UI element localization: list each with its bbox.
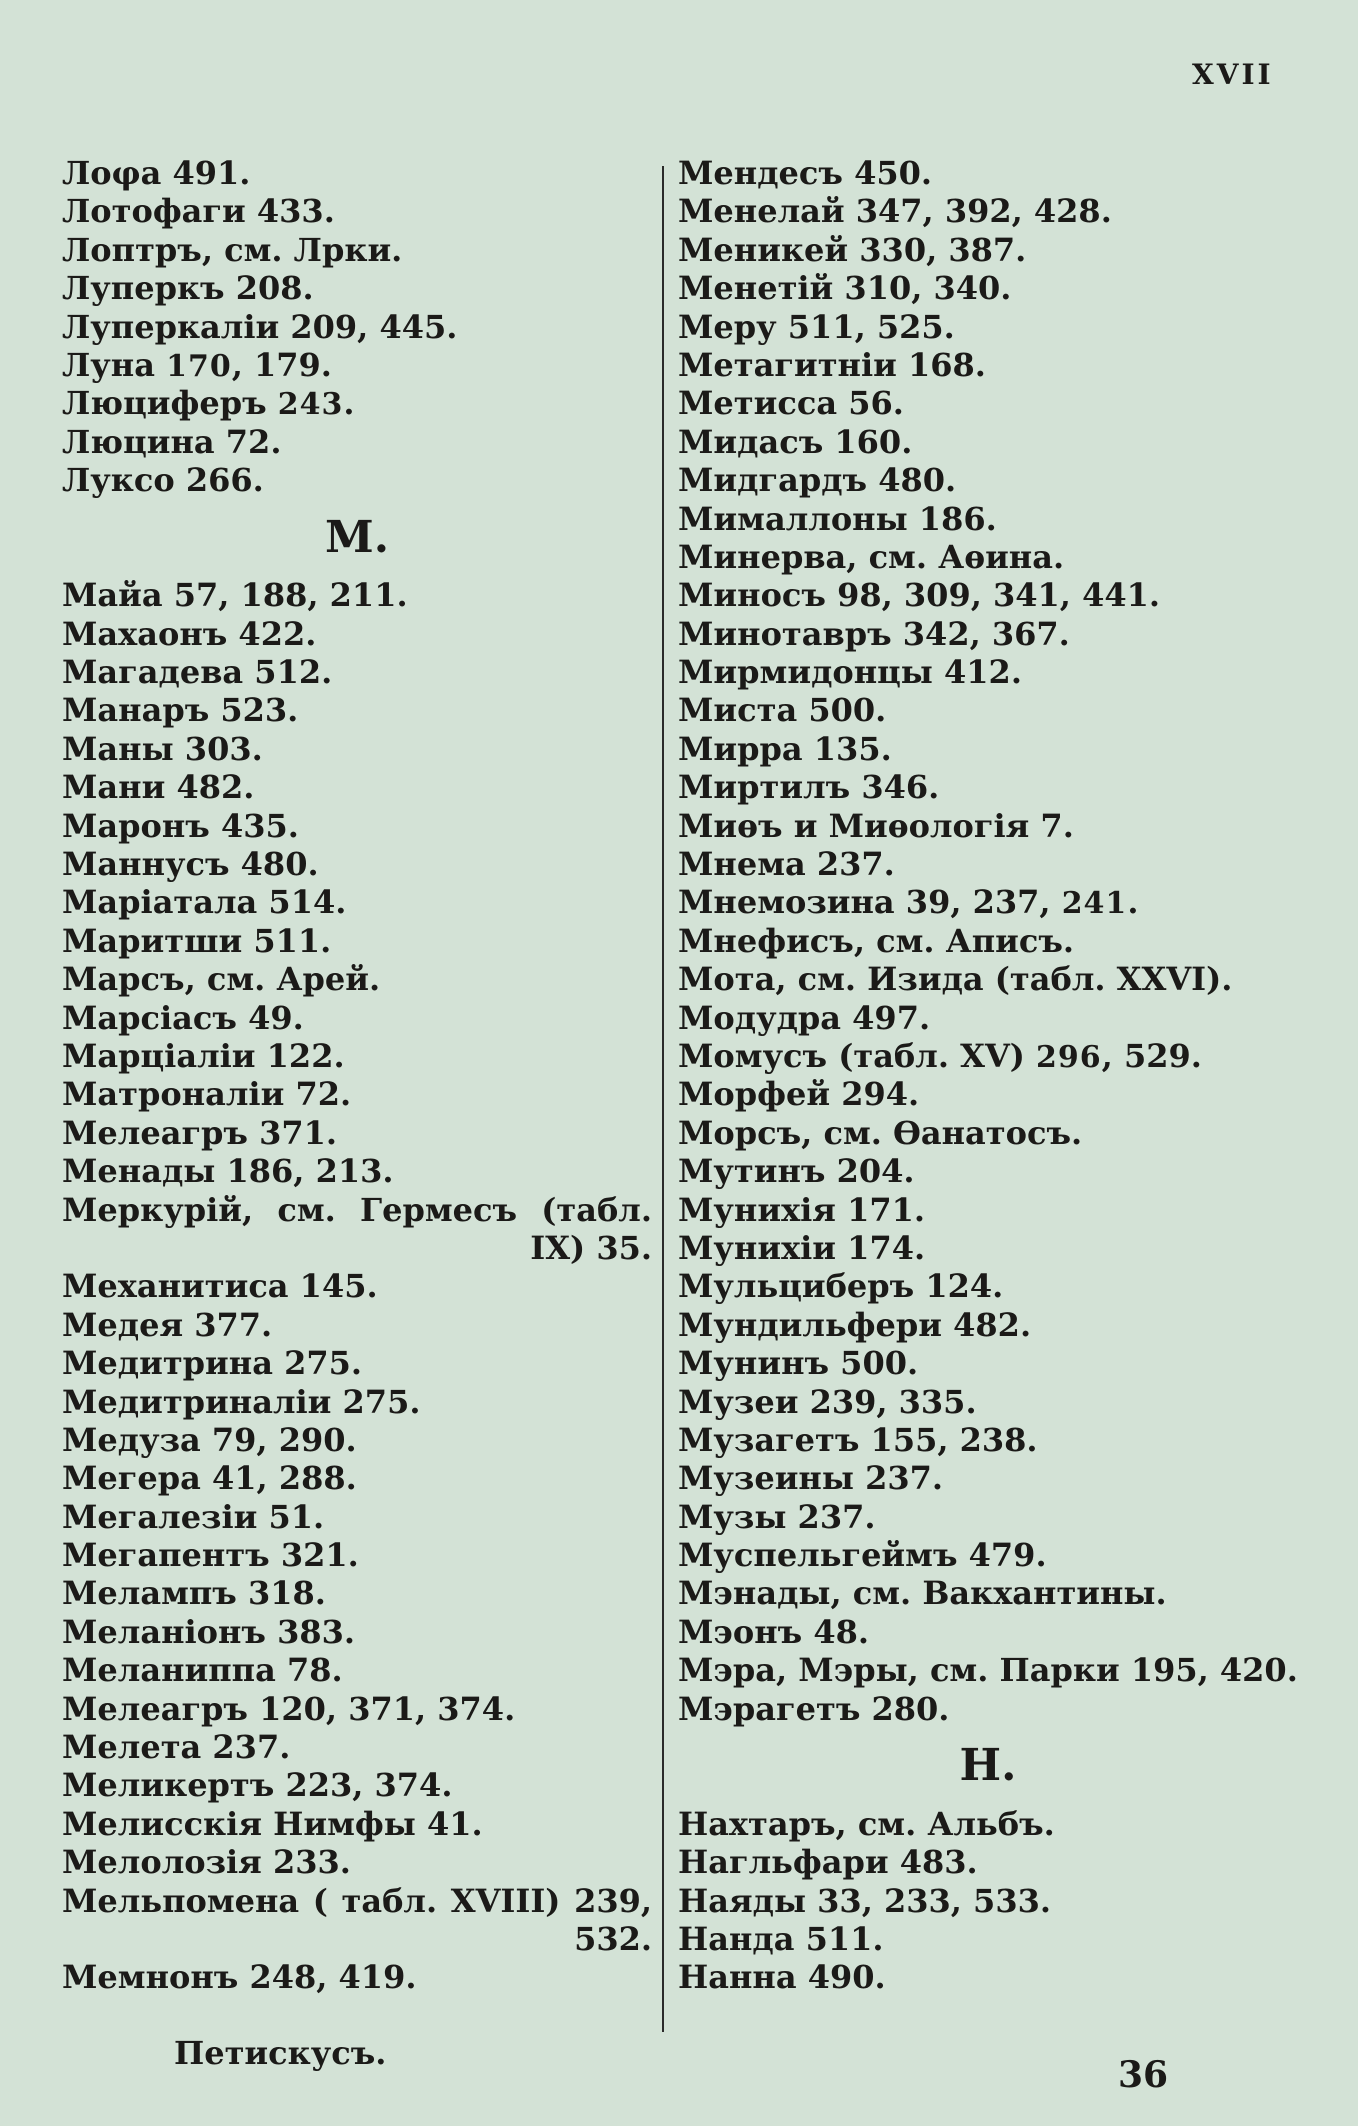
index-entry-tail: , 529. [1101,1036,1202,1075]
index-entry-text: Марціаліи 122. [62,1037,345,1075]
index-entry-text: Метисса 56. [678,384,904,423]
index-entry-text: Мендесъ 450. [678,154,932,192]
index-entry-text: Миста 500. [678,691,887,730]
index-entry [678,653,1298,691]
index-entry [62,346,652,384]
main-reference-page: 243 [277,387,344,423]
index-entry [62,768,652,806]
index-entry-text: Миѳъ и Миѳологія 7. [678,806,1074,845]
index-entry-text: Нанна 490. [678,1958,886,1997]
index-entry-text: Мундильфери 482. [678,1305,1032,1344]
index-entry-text: Морсъ, см. Ѳанатосъ. [678,1113,1083,1152]
index-entry-text: Марсіасъ 49. [62,998,304,1037]
index-entry [62,1498,652,1536]
index-entry [62,154,652,192]
index-entry-text: Миртилъ 346. [678,768,940,807]
index-entry [62,807,652,845]
index-entry [678,807,1298,845]
index-entry [678,1114,1298,1152]
index-entry-text: Мелета 237. [62,1728,291,1767]
index-entry [678,1459,1298,1497]
index-entry [678,1536,1298,1574]
index-entry-tail: . [343,384,355,423]
index-entry [678,1613,1298,1651]
index-entry [678,768,1298,806]
index-entry [678,615,1298,653]
index-entry [678,1037,1298,1075]
index-entry-text: Меланіонъ 383. [62,1612,356,1651]
index-entry-text: Нахтаръ, см. Альбъ. [678,1804,1055,1843]
index-entry-text: Мирра 135. [678,729,892,768]
index-entry-text: Мэра, Мэры, см. Парки 195, 420. [678,1651,1298,1690]
index-entry [62,423,652,461]
index-entry-text: Меланиппа 78. [62,1651,343,1690]
index-entry-text: Миносъ 98, 309, 341, 441. [678,576,1160,615]
index-entry-text: Музагетъ 155, 238. [678,1420,1038,1459]
index-entry-text: Лоптръ, см. Лрки. [62,230,403,269]
index-entry-text: Маронъ 435. [62,806,299,845]
index-entry [678,461,1298,499]
index-entry [678,845,1298,883]
index-entry [678,1920,1298,1958]
main-reference-page: 170 [166,348,232,384]
index-entry [62,231,652,269]
index-entry-text: Мунихія 171. [678,1190,926,1229]
index-entry [678,883,1298,921]
index-entry-text: Муспельгеймъ 479. [678,1536,1047,1575]
index-entry-text: Нагльфари 483. [678,1843,978,1882]
index-entry-text: Мидгардъ 480. [678,461,957,500]
index-entry-text: Метагитніи 168. [678,345,986,384]
index-entry-text: Мелолозія 233. [62,1843,351,1882]
index-entry [62,1536,652,1574]
index-entry-text: Люцина 72. [62,422,282,461]
index-entry [62,960,652,998]
index-entry-text: Медитриналіи 275. [62,1382,421,1421]
index-entry-text: Менады 186, 213. [62,1152,394,1191]
index-entry [678,1152,1298,1190]
index-entry [678,500,1298,538]
index-entry-text: Мунихіи 174. [678,1228,926,1267]
index-entry [678,1229,1298,1267]
index-entry [62,1075,652,1113]
index-entry [678,922,1298,960]
index-entry [678,1421,1298,1459]
index-entry [678,730,1298,768]
index-entry [678,1843,1298,1881]
footer-author: Петискусъ. [174,2034,387,2072]
index-entry-text: Мутинъ 204. [678,1152,915,1191]
index-entry-text: Мемнонъ 248, 419. [62,1958,417,1997]
index-entry-text: Мегалезіи 51. [62,1497,325,1536]
index-entry-text: Марсъ, см. Арей. [62,960,381,999]
index-entry-text: Маннусъ 480. [62,845,319,884]
index-entry [62,1728,652,1766]
index-entry-text: Маритши 511. [62,921,332,960]
index-entry-text: Мульциберъ 124. [678,1267,1004,1306]
index-entry-text: Музеины 237. [678,1459,943,1498]
index-entry-text: Мнефисъ, см. Аписъ. [678,921,1075,960]
index-entry [678,960,1298,998]
index-entry-text: Мунинъ 500. [678,1344,919,1383]
index-entry-tail: , 179. [231,345,332,384]
index-entry [62,1383,652,1421]
index-entry-text: Люциферъ [62,384,278,423]
index-entry-text: Музы 237. [678,1497,876,1536]
index-entry [678,384,1298,422]
main-reference-page: 296 [1036,1039,1102,1075]
index-entry [62,999,652,1037]
index-entry-text: Мидасъ 160. [678,422,913,461]
index-entry-text: Лоφа 491. [62,154,251,192]
index-entry [62,1114,652,1152]
index-entry [62,1152,652,1190]
index-entry-text: Луна [62,345,167,384]
index-entry [62,1690,652,1728]
index-entry-text: Минерва, см. Аѳина. [678,537,1065,576]
index-entry [62,691,652,729]
index-entry [62,1574,652,1612]
index-entry [678,1344,1298,1382]
index-entry [678,538,1298,576]
index-entry [678,269,1298,307]
main-reference-page: 241 [1061,886,1128,922]
index-entry-text: Модудра 497. [678,998,931,1037]
index-entry-continuation: IX) 35. [530,1228,652,1267]
index-entry [62,615,652,653]
index-entry-text: Махаонъ 422. [62,614,317,653]
index-entry [62,1805,652,1843]
index-entry [678,999,1298,1037]
index-entry-text: Момусъ (табл. XV) [678,1036,1037,1075]
index-entry [62,845,652,883]
index-entry [62,1037,652,1075]
index-entry-text: Минотавръ 342, 367. [678,614,1070,653]
index-entry-text: Музеи 239, 335. [678,1382,977,1421]
index-entry-text: Нанда 511. [678,1919,884,1958]
index-entry [678,346,1298,384]
index-entry-text: Мелампъ 318. [62,1574,326,1613]
column-divider [662,166,664,2032]
index-entry [678,1383,1298,1421]
index-entry-text: Манаръ 523. [62,691,299,730]
letter-heading: М. [324,511,390,563]
index-entry [62,1882,652,1959]
index-entry-tail: . [1127,883,1139,922]
index-entry-text: Наяды 33, 233, 533. [678,1881,1051,1920]
index-entry-text: Луперкаліи 209, 445. [62,307,458,346]
index-entry-text: Механитиса 145. [62,1267,378,1306]
index-entry-text: Маны 303. [62,729,263,768]
index-entry-text: Мималлоны 186. [678,499,997,538]
index-entry [62,269,652,307]
index-entry-text: Меникей 330, 387. [678,230,1027,269]
index-entry-text: Мельпомена ( табл. XVIII) 239, [62,1881,652,1920]
index-entry [62,192,652,230]
index-column-right [678,154,1298,1997]
index-entry-text: Мелисскія Нимфы 41. [62,1804,483,1843]
index-entry [62,1766,652,1804]
index-entry-text: Лотофаги 433. [62,192,335,231]
index-column-left [62,154,652,1997]
index-entry-text: Меру 511, 525. [678,307,955,346]
index-entry-text: Медуза 79, 290. [62,1420,357,1459]
index-entry [678,192,1298,230]
index-entry [62,730,652,768]
index-entry-text: Меркурій, см. Гермесъ (табл. [62,1190,652,1229]
index-entry [678,691,1298,729]
index-entry-text: Матроналіи 72. [62,1075,352,1114]
index-entry-text: Мегера 41, 288. [62,1459,357,1498]
index-entry [62,1267,652,1305]
signature-number: 36 [1118,2054,1169,2096]
index-entry [678,308,1298,346]
index-entry-text: Маріатала 514. [62,883,347,922]
index-entry-text: Мнема 237. [678,845,895,884]
index-entry-text: Мэнады, см. Вакхантины. [678,1574,1167,1613]
index-entry [678,231,1298,269]
index-entry-text: Мани 482. [62,768,255,807]
index-entry [62,1306,652,1344]
letter-heading: Н. [959,1740,1017,1792]
index-entry-text: Луксо 266. [62,461,264,500]
page-roman-number: XVII [1192,58,1274,91]
index-entry [678,423,1298,461]
index-entry [678,1805,1298,1843]
index-entry [678,1075,1298,1113]
index-entry-text: Менелай 347, 392, 428. [678,192,1112,231]
index-entry [678,1191,1298,1229]
index-entry-text: Мелеагръ 120, 371, 374. [62,1689,516,1728]
index-entry [678,1690,1298,1728]
index-entry [678,1958,1298,1996]
index-entry-text: Магадева 512. [62,653,333,692]
index-entry-text: Мнемозина 39, 237, [678,883,1062,922]
index-entry [62,883,652,921]
index-entry [678,1498,1298,1536]
index-entry-text: Медитрина 275. [62,1344,363,1383]
index-entry-text: Мелеагръ 371. [62,1113,338,1152]
index-entry-text: Мегапентъ 321. [62,1536,359,1575]
index-entry [62,1344,652,1382]
index-entry [62,461,652,499]
index-entry-continuation: 532. [574,1920,652,1958]
index-entry-text: Мэрагетъ 280. [678,1689,950,1728]
index-entry [62,1613,652,1651]
index-entry [62,1958,652,1996]
index-entry [62,1421,652,1459]
index-entry [62,922,652,960]
index-entry [62,1191,652,1268]
index-entry [678,1574,1298,1612]
index-entry [678,1267,1298,1305]
index-entry-text: Морфей 294. [678,1075,920,1114]
index-entry-text: Луперкъ 208. [62,269,314,308]
index-entry [678,1306,1298,1344]
index-entry-text: Мэонъ 48. [678,1612,870,1651]
index-entry [62,308,652,346]
index-entry [62,384,652,422]
index-entry [62,576,652,614]
index-entry-text: Мота, см. Изида (табл. XXVI). [678,960,1233,999]
index-entry [62,653,652,691]
index-entry [62,1843,652,1881]
index-entry [678,576,1298,614]
index-entry [678,154,1298,192]
index-entry [678,1651,1298,1689]
index-entry-text: Меликертъ 223, 374. [62,1766,453,1805]
index-entry-text: Майа 57, 188, 211. [62,576,408,615]
index-entry-text: Медея 377. [62,1305,273,1344]
index-entry-text: Мирмидонцы 412. [678,653,1022,692]
index-entry [678,1882,1298,1920]
index-entry [62,1651,652,1689]
index-entry-text: Менетій 310, 340. [678,269,1012,308]
index-entry [62,1459,652,1497]
